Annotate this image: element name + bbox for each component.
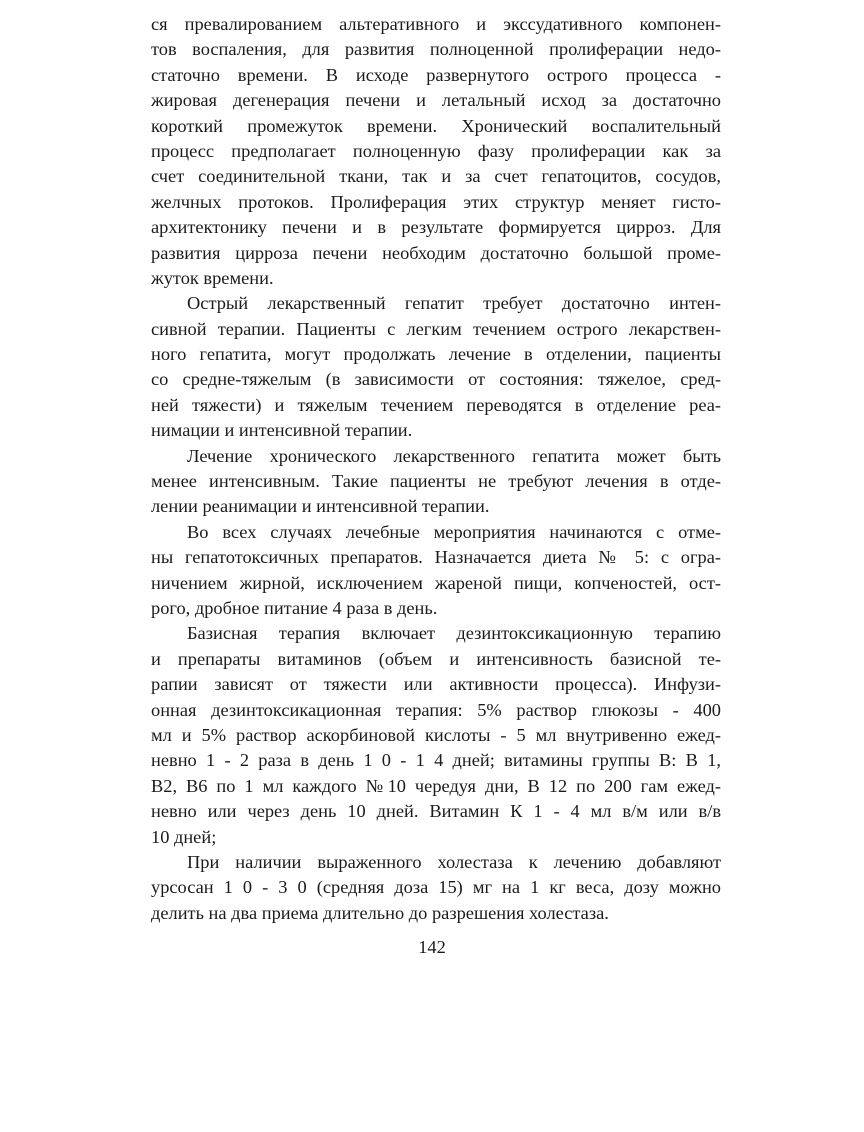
text-line: невно 1 - 2 раза в день 1 0 - 1 4 дней; витамины группы В: В 1, (151, 750, 721, 771)
text-line: короткий промежуток времени. Хронический воспалительный (151, 115, 721, 136)
text-line: счет соединительной ткани, так и за счет гепатоцитов, сосудов, (151, 166, 721, 187)
text-line: нимации и интенсивной терапии. (151, 420, 413, 441)
text-line: ничением жирной, исключением жареной пищи, копченостей, ост- (151, 572, 721, 593)
text-line: статочно времени. В исходе развернутого острого процесса - (151, 64, 721, 85)
text-line: тов воспаления, для развития полноценной пролиферации недо- (151, 39, 721, 60)
text-line: и препараты витаминов (объем и интенсивность базисной те- (151, 648, 721, 669)
body-text (151, 12, 721, 926)
text-line: 10 дней; (151, 826, 217, 847)
text-line: ней тяжести) и тяжелым течением переводятся в отделение реа- (151, 394, 721, 415)
text-line: рапии зависят от тяжести или активности процесса). Инфузи- (151, 674, 721, 695)
text-line: менее интенсивным. Такие пациенты не требуют лечения в отде- (151, 471, 721, 492)
text-line: делить на два приема длительно до разрешения холестаза. (151, 902, 609, 923)
text-line: При наличии выраженного холестаза к лечению добавляют (187, 851, 721, 872)
text-line: Во всех случаях лечебные мероприятия начинаются с отме- (187, 521, 721, 542)
text-line: лении реанимации и интенсивной терапии. (151, 496, 490, 517)
text-line: сивной терапии. Пациенты с легким течением острого лекарствен- (151, 318, 721, 339)
text-line: архитектонику печени и в результате формируется цирроз. Для (151, 217, 721, 238)
text-line: ного гепатита, могут продолжать лечение в отделении, пациенты (151, 344, 721, 365)
text-line: процесс предполагает полноценную фазу пролиферации как за (151, 140, 721, 161)
text-line: со средне-тяжелым (в зависимости от состояния: тяжелое, сред- (151, 369, 721, 390)
text-line: Базисная терапия включает дезинтоксикационную терапию (187, 623, 721, 644)
text-line: онная дезинтоксикационная терапия: 5% раствор глюкозы - 400 (151, 699, 721, 720)
text-line: урсосан 1 0 - 3 0 (средняя доза 15) мг на 1 кг веса, дозу можно (151, 877, 721, 898)
text-line: невно или через день 10 дней. Витамин К 1 - 4 мл в/м или в/в (151, 801, 721, 822)
text-line: рого, дробное питание 4 раза в день. (151, 597, 438, 618)
page-number: 142 (418, 937, 446, 957)
text-line: Острый лекарственный гепатит требует достаточно интен- (187, 293, 721, 314)
text-line: Лечение хронического лекарственного гепатита может быть (187, 445, 721, 466)
text-line: мл и 5% раствор аскорбиновой кислоты - 5 мл внутривенно ежед- (151, 724, 721, 745)
text-line: В2, В6 по 1 мл каждого №10 чередуя дни, В 12 по 200 гам ежед- (151, 775, 721, 796)
text-line: ся превалированием альтеративного и экссудативного компонен- (151, 14, 721, 34)
text-line: желчных протоков. Пролиферация этих структур меняет гисто- (151, 191, 721, 212)
text-line: жировая дегенерация печени и летальный исход за достаточно (151, 90, 721, 111)
text-line: жуток времени. (151, 267, 274, 288)
text-line: ны гепатотоксичных препаратов. Назначается диета № 5: с огра- (151, 547, 721, 568)
text-line: развития цирроза печени необходим достаточно большой проме- (151, 242, 721, 263)
